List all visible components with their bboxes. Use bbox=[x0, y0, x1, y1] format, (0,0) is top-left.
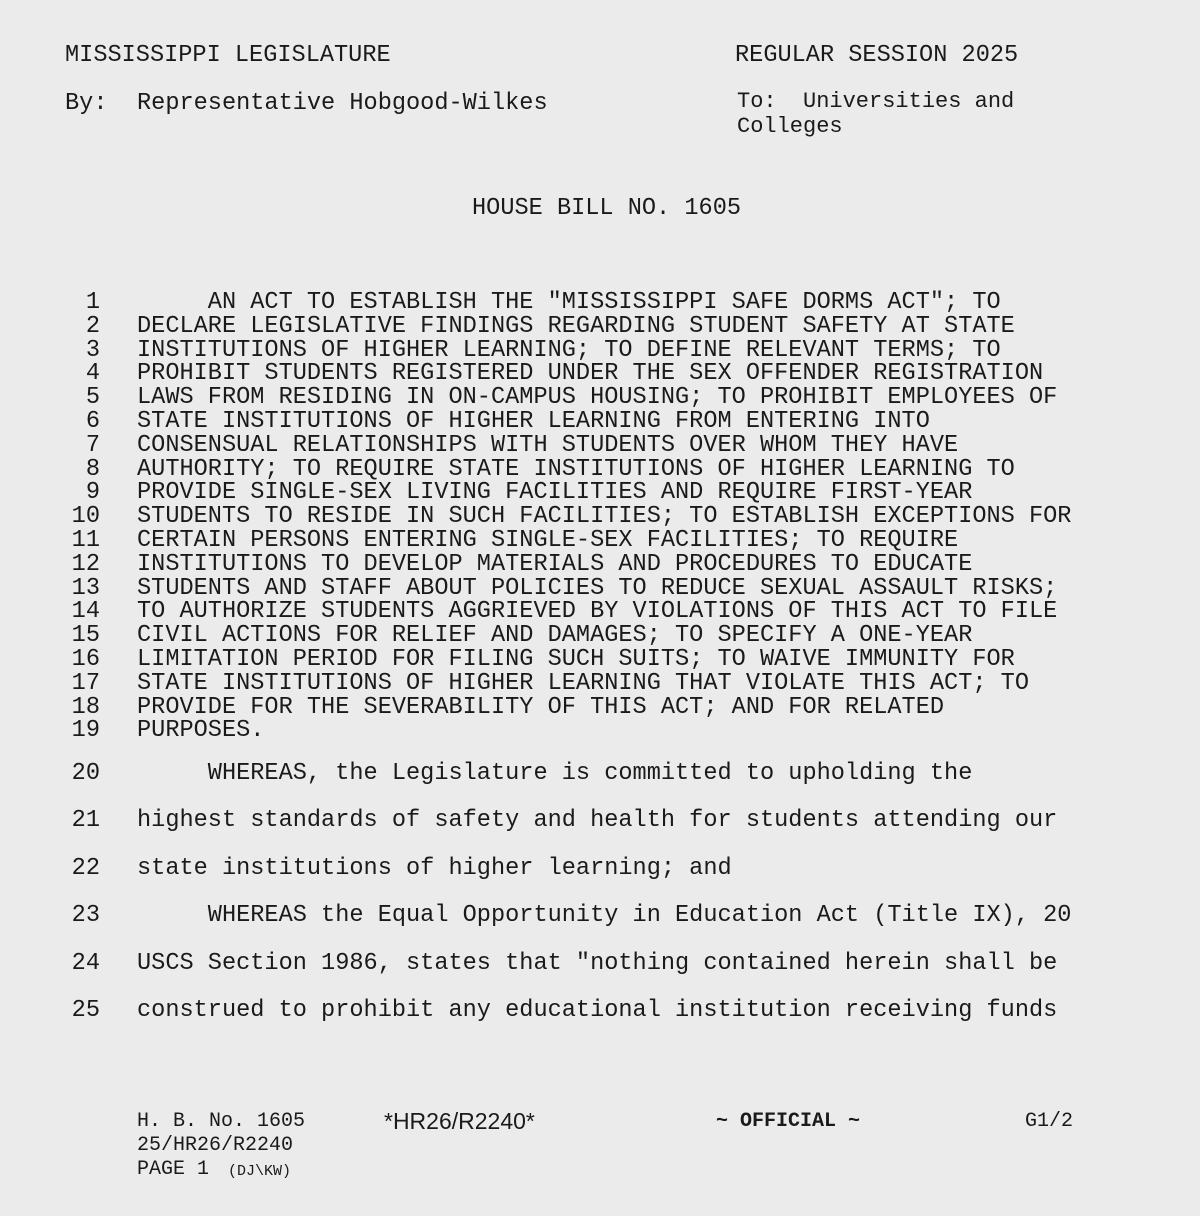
line-text: CERTAIN PERSONS ENTERING SINGLE-SEX FACILITIES; TO REQUIRE bbox=[137, 527, 959, 554]
line-text: TO AUTHORIZE STUDENTS AGGRIEVED BY VIOLATIONS OF THIS ACT TO FILE bbox=[137, 598, 1058, 626]
line-text: STATE INSTITUTIONS OF HIGHER LEARNING FROM ENTERING INTO bbox=[137, 408, 930, 435]
line-text: STATE INSTITUTIONS OF HIGHER LEARNING THAT VIOLATE THIS ACT; TO bbox=[137, 669, 1029, 697]
line-number: 20 bbox=[71, 760, 100, 787]
footer-doc-code: *HR26/R2240* bbox=[384, 1108, 535, 1134]
line-text: highest standards of safety and health for students attending our bbox=[137, 807, 1058, 835]
line-number: 19 bbox=[71, 717, 100, 745]
line-number: 12 bbox=[71, 550, 100, 578]
line-number: 6 bbox=[85, 408, 100, 435]
line-text: PROVIDE SINGLE-SEX LIVING FACILITIES AND REQUIRE FIRST-YEAR bbox=[137, 479, 973, 507]
line-text: CONSENSUAL RELATIONSHIPS WITH STUDENTS OVER WHOM THEY HAVE bbox=[137, 431, 959, 459]
footer-page-label: PAGE 1 bbox=[137, 1158, 210, 1181]
line-text: USCS Section 1986, states that "nothing contained herein shall be bbox=[137, 949, 1058, 977]
line-text: PROHIBIT STUDENTS REGISTERED UNDER THE SEX OFFENDER REGISTRATION bbox=[137, 360, 1044, 388]
footer-bill-ref: H. B. No. 1605 bbox=[137, 1110, 306, 1133]
line-text: STUDENTS AND STAFF ABOUT POLICIES TO REDUCE SEXUAL ASSAULT RISKS; bbox=[137, 574, 1058, 602]
line-number: 11 bbox=[71, 527, 100, 554]
line-number: 15 bbox=[71, 622, 100, 650]
line-text: state institutions of higher learning; and bbox=[137, 854, 732, 882]
line-text: construed to prohibit any educational institution receiving funds bbox=[137, 997, 1058, 1024]
line-number: 25 bbox=[71, 997, 100, 1024]
committee-line-2: Colleges bbox=[737, 114, 843, 139]
line-text: LAWS FROM RESIDING IN ON-CAMPUS HOUSING; TO PROHIBIT EMPLOYEES OF bbox=[137, 384, 1058, 412]
line-text: INSTITUTIONS TO DEVELOP MATERIALS AND PROCEDURES TO EDUCATE bbox=[137, 550, 973, 578]
line-text: PURPOSES. bbox=[137, 717, 265, 745]
line-number: 16 bbox=[71, 646, 100, 673]
line-number: 21 bbox=[71, 807, 100, 835]
line-number: 8 bbox=[85, 455, 100, 483]
line-number: 7 bbox=[85, 431, 100, 459]
bill-title: HOUSE BILL NO. 1605 bbox=[472, 195, 742, 222]
line-text: AUTHORITY; TO REQUIRE STATE INSTITUTIONS OF HIGHER LEARNING TO bbox=[137, 455, 1015, 483]
line-number: 17 bbox=[71, 669, 100, 697]
line-number: 5 bbox=[85, 384, 100, 412]
line-number: 13 bbox=[71, 574, 100, 602]
line-number: 18 bbox=[71, 693, 100, 721]
line-number: 23 bbox=[71, 902, 100, 930]
line-text: LIMITATION PERIOD FOR FILING SUCH SUITS; TO WAIVE IMMUNITY FOR bbox=[137, 646, 1015, 673]
line-number: 3 bbox=[85, 336, 100, 364]
line-text: AN ACT TO ESTABLISH THE "MISSISSIPPI SAFE DORMS ACT"; TO bbox=[137, 289, 1001, 316]
line-number: 24 bbox=[71, 949, 100, 977]
line-number: 4 bbox=[85, 360, 100, 388]
line-text: WHEREAS, the Legislature is committed to upholding the bbox=[137, 760, 973, 787]
committee-line-1: Universities and bbox=[803, 89, 1015, 114]
by-label: By: bbox=[65, 90, 108, 117]
line-text: INSTITUTIONS OF HIGHER LEARNING; TO DEFINE RELEVANT TERMS; TO bbox=[137, 336, 1001, 364]
line-number: 10 bbox=[71, 503, 100, 531]
line-text: CIVIL ACTIONS FOR RELIEF AND DAMAGES; TO SPECIFY A ONE-YEAR bbox=[137, 622, 973, 650]
line-number: 14 bbox=[71, 598, 100, 626]
footer-draft-code: 25/HR26/R2240 bbox=[137, 1134, 294, 1157]
line-number: 9 bbox=[85, 479, 100, 507]
footer-version: G1/2 bbox=[1025, 1110, 1074, 1133]
line-number: 2 bbox=[85, 312, 100, 340]
line-text: DECLARE LEGISLATIVE FINDINGS REGARDING STUDENT SAFETY AT STATE bbox=[137, 312, 1015, 340]
line-number: 1 bbox=[85, 289, 100, 316]
session-label: REGULAR SESSION 2025 bbox=[735, 42, 1019, 69]
line-text: STUDENTS TO RESIDE IN SUCH FACILITIES; TO ESTABLISH EXCEPTIONS FOR bbox=[137, 503, 1072, 531]
footer-initials: (DJ\KW) bbox=[228, 1163, 292, 1180]
sponsor-name: Representative Hobgood-Wilkes bbox=[137, 90, 548, 117]
legislature-name: MISSISSIPPI LEGISLATURE bbox=[65, 42, 391, 69]
footer-official-mark: ~ OFFICIAL ~ bbox=[716, 1110, 861, 1133]
line-text: PROVIDE FOR THE SEVERABILITY OF THIS ACT; AND FOR RELATED bbox=[137, 693, 945, 721]
to-label: To: bbox=[737, 89, 777, 114]
line-number: 22 bbox=[71, 854, 100, 882]
line-text: WHEREAS the Equal Opportunity in Education Act (Title IX), 20 bbox=[137, 902, 1072, 930]
